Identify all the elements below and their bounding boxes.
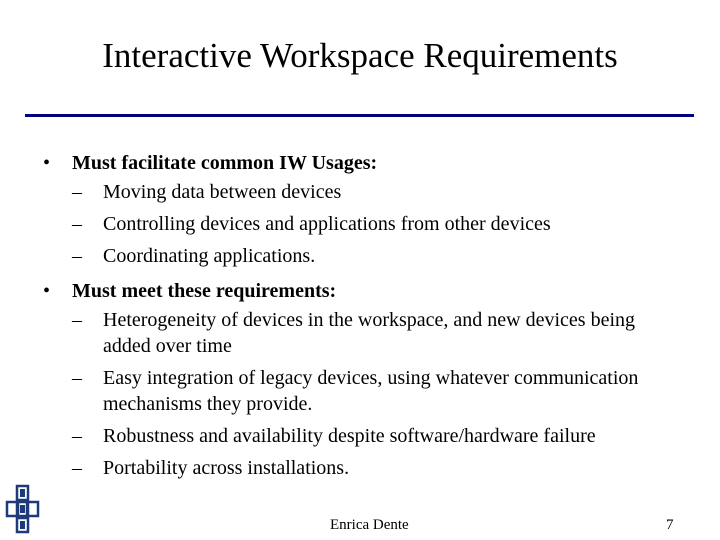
page-number: 7 [666,517,674,533]
dash-icon: – [72,309,82,331]
bullet-item [43,147,702,179]
sub-item-text: Easy integration of legacy devices, using whatever communication mechanisms they provide. [103,367,639,415]
sub-item-text: Controlling devices and applications from other devices [103,213,551,235]
footer-author: Enrica Dente [330,517,409,533]
slide-title: Interactive Workspace Requirements [102,36,618,75]
slide-body [0,147,720,487]
sub-item [72,455,663,481]
dash-icon: – [72,213,82,235]
dash-icon: – [72,457,82,479]
sub-item [72,211,663,237]
sub-item-text: Moving data between devices [103,181,342,203]
dash-icon: – [72,425,82,447]
sub-item [72,243,663,269]
sub-item-text: Portability across installations. [103,457,350,479]
sub-item-text: Robustness and availability despite software/hardware failure [103,425,596,447]
bullet-icon: • [43,280,51,302]
dash-icon: – [72,367,82,389]
sub-item-text: Coordinating applications. [103,245,316,267]
sub-item [72,365,663,417]
sub-item-text: Heterogeneity of devices in the workspace, and new devices being added over time [103,309,636,357]
sub-item [72,179,663,205]
sub-item [72,423,663,449]
bullet-icon: • [43,152,51,174]
bullet-text: Must facilitate common IW Usages: [72,152,378,174]
bullet-text: Must meet these requirements: [72,280,337,302]
bullet-item [43,275,702,307]
dash-icon: – [72,245,82,267]
logo-icon [5,484,40,534]
title-divider [25,114,694,117]
sub-item [72,307,663,359]
dash-icon: – [72,181,82,203]
